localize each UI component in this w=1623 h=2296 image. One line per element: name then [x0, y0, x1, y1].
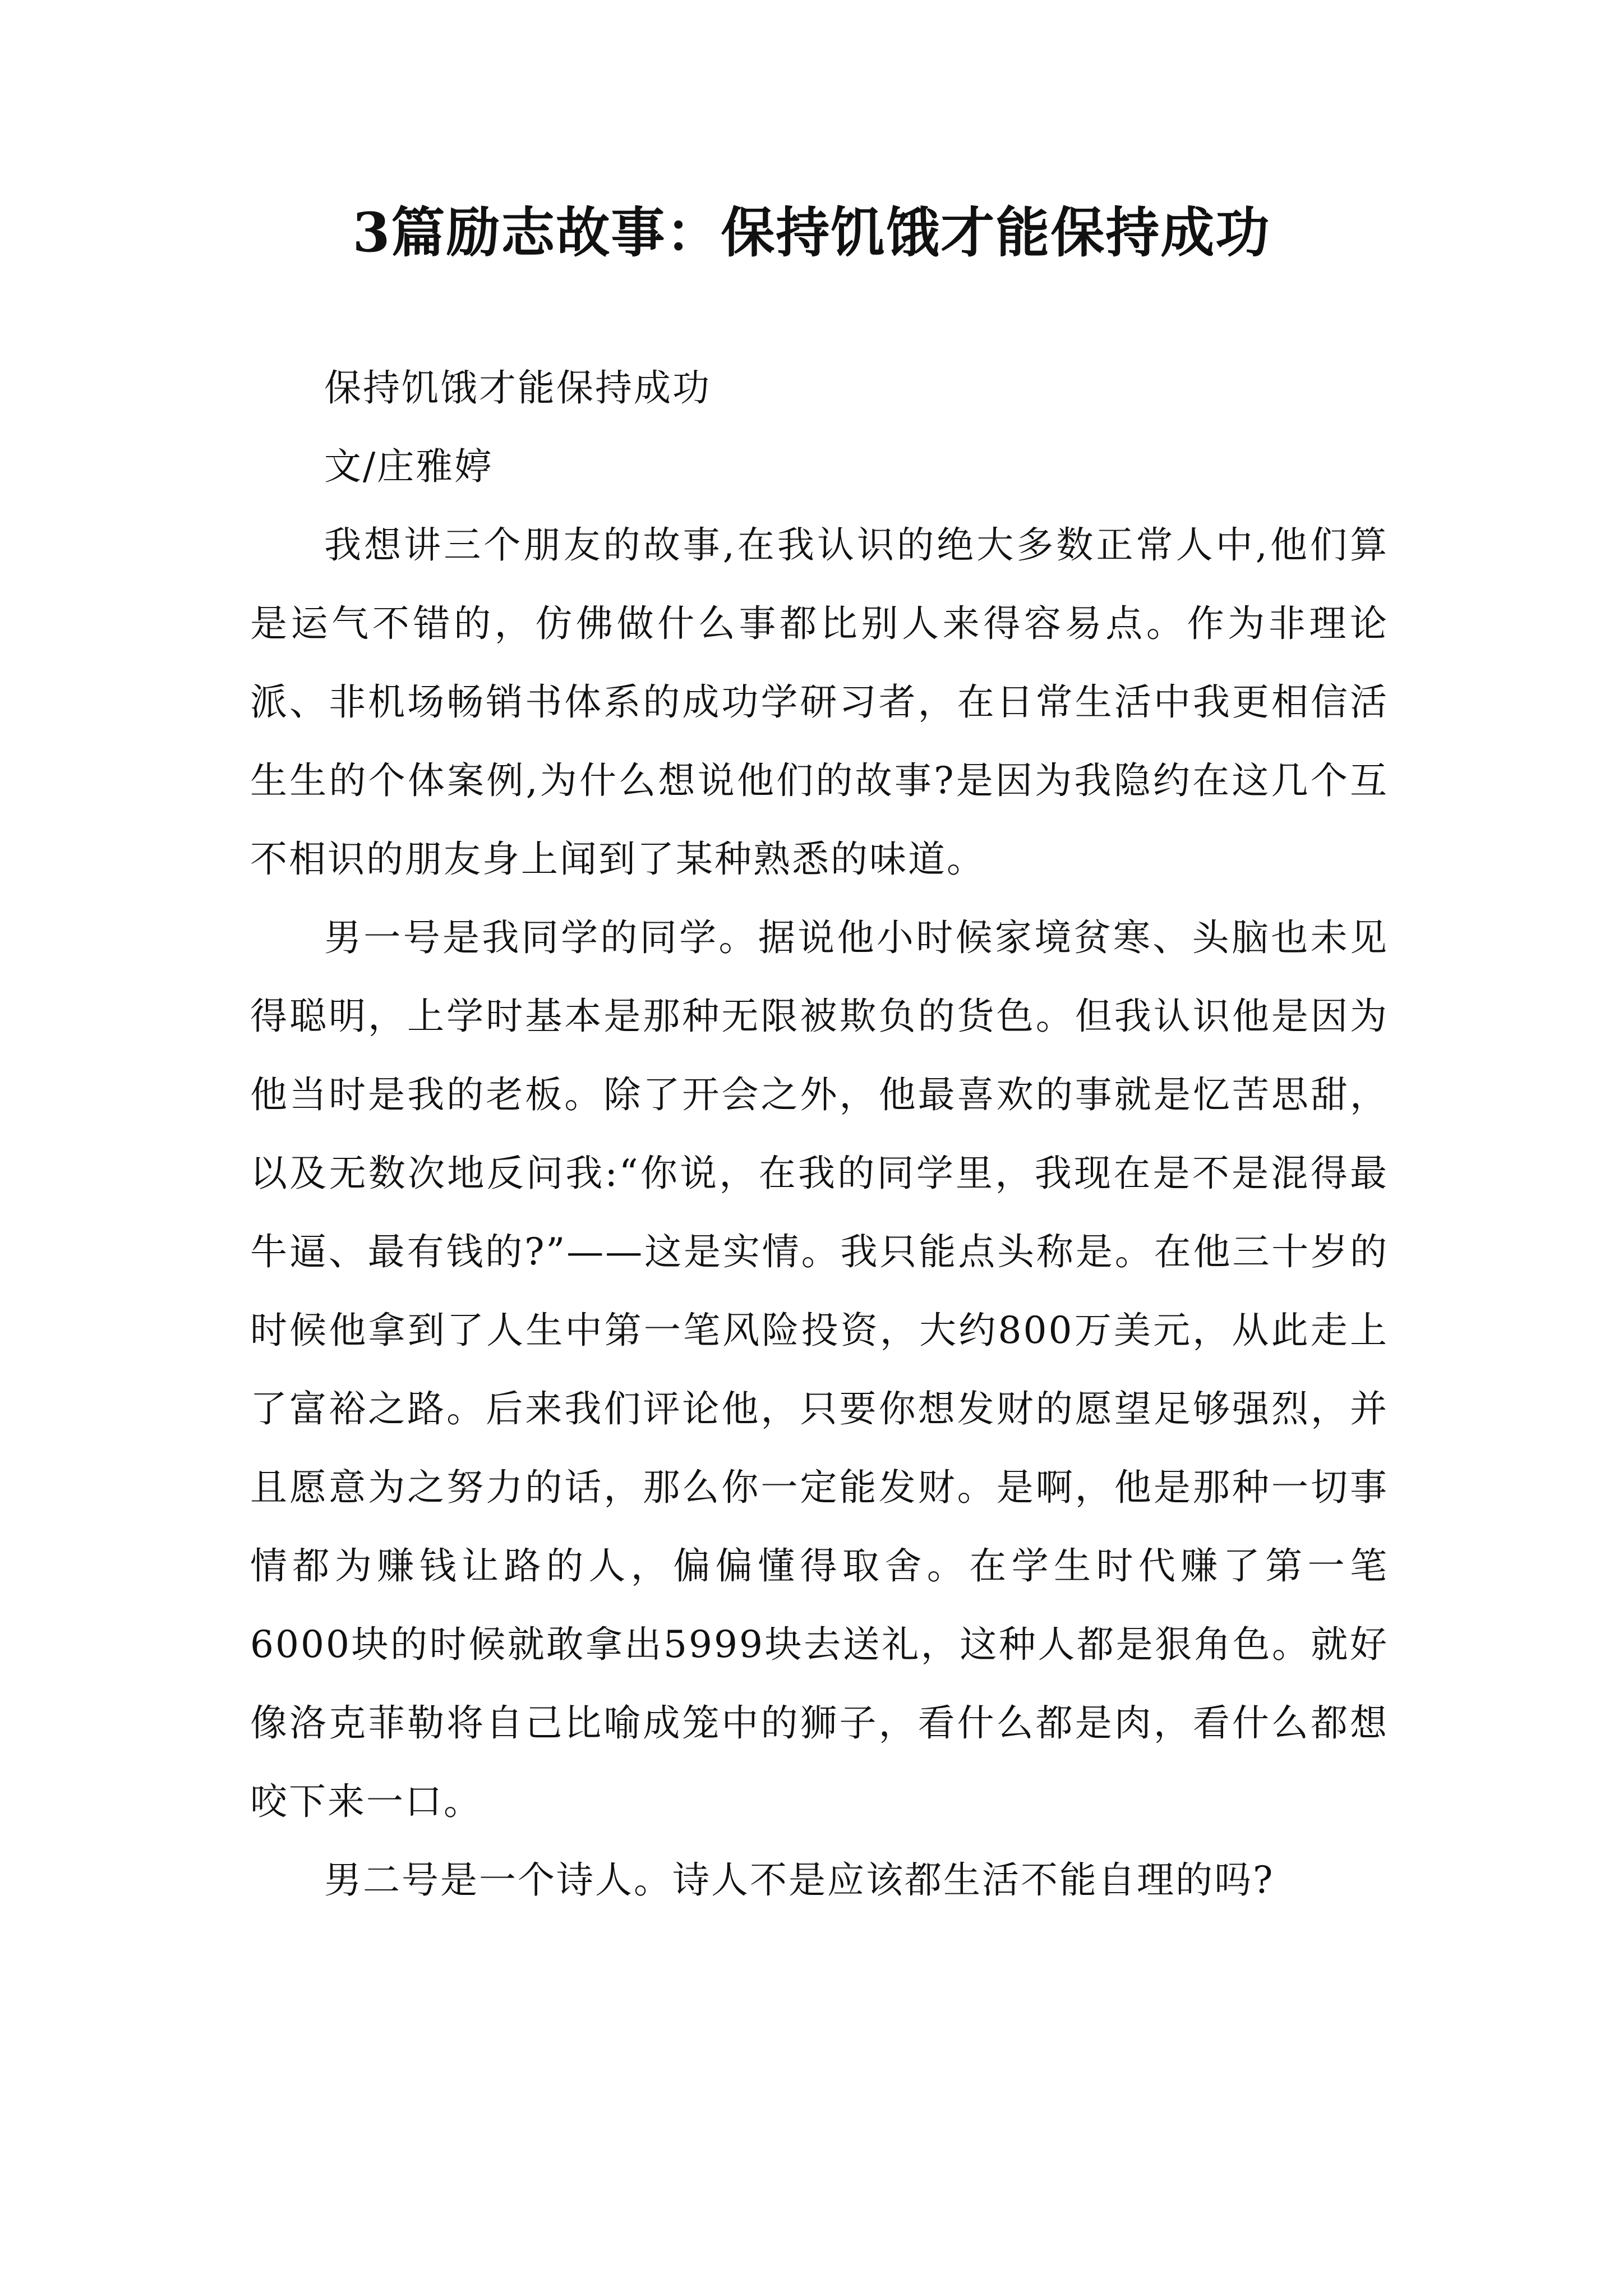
document-body — [250, 349, 1389, 1920]
paragraph-1: 我想讲三个朋友的故事,在我认识的绝大多数正常人中,他们算是运气不错的，仿佛做什么事都比别人来得容易点。作为非理论派、非机场畅销书体系的成功学研习者，在日常生活中我更相信活生生的个体案例,为什么想说他们的故事?是因为我隐约在这几个互不相识的朋友身上闻到了某种熟悉的味道。 — [250, 523, 1389, 881]
paragraph-2: 男一号是我同学的同学。据说他小时候家境贫寒、头脑也未见得聪明，上学时基本是那种无限被欺负的货色。但我认识他是因为他当时是我的老板。除了开会之外，他最喜欢的事就是忆苦思甜，以及无数次地反问我:“你说，在我的同学里，我现在是不是混得最牛逼、最有钱的?”——这是实情。我只能点头称是。在他三十岁的时候他拿到了人生中第一笔风险投资，大约800万美元，从此走上了富裕之路。后来我们评论他，只要你想发财的愿望足够强烈，并且愿意为之努力的话，那么你一定能发财。是啊，他是那种一切事情都为赚钱让路的人，偏偏懂得取舍。在学生时代赚了第一笔6000块的时候就敢拿出5999块去送礼，这种人都是狠角色。就好像洛克菲勒将自己比喻成笼中的狮子，看什么都是肉，看什么都想咬下来一口。 — [250, 916, 1389, 1823]
author-byline: 文/庄雅婷 — [324, 445, 494, 488]
article-subtitle: 保持饥饿才能保持成功 — [324, 366, 711, 409]
document-title: 3篇励志故事：保持饥饿才能保持成功 — [352, 201, 1271, 264]
paragraph-3: 男二号是一个诗人。诗人不是应该都生活不能自理的吗? — [324, 1858, 1275, 1902]
